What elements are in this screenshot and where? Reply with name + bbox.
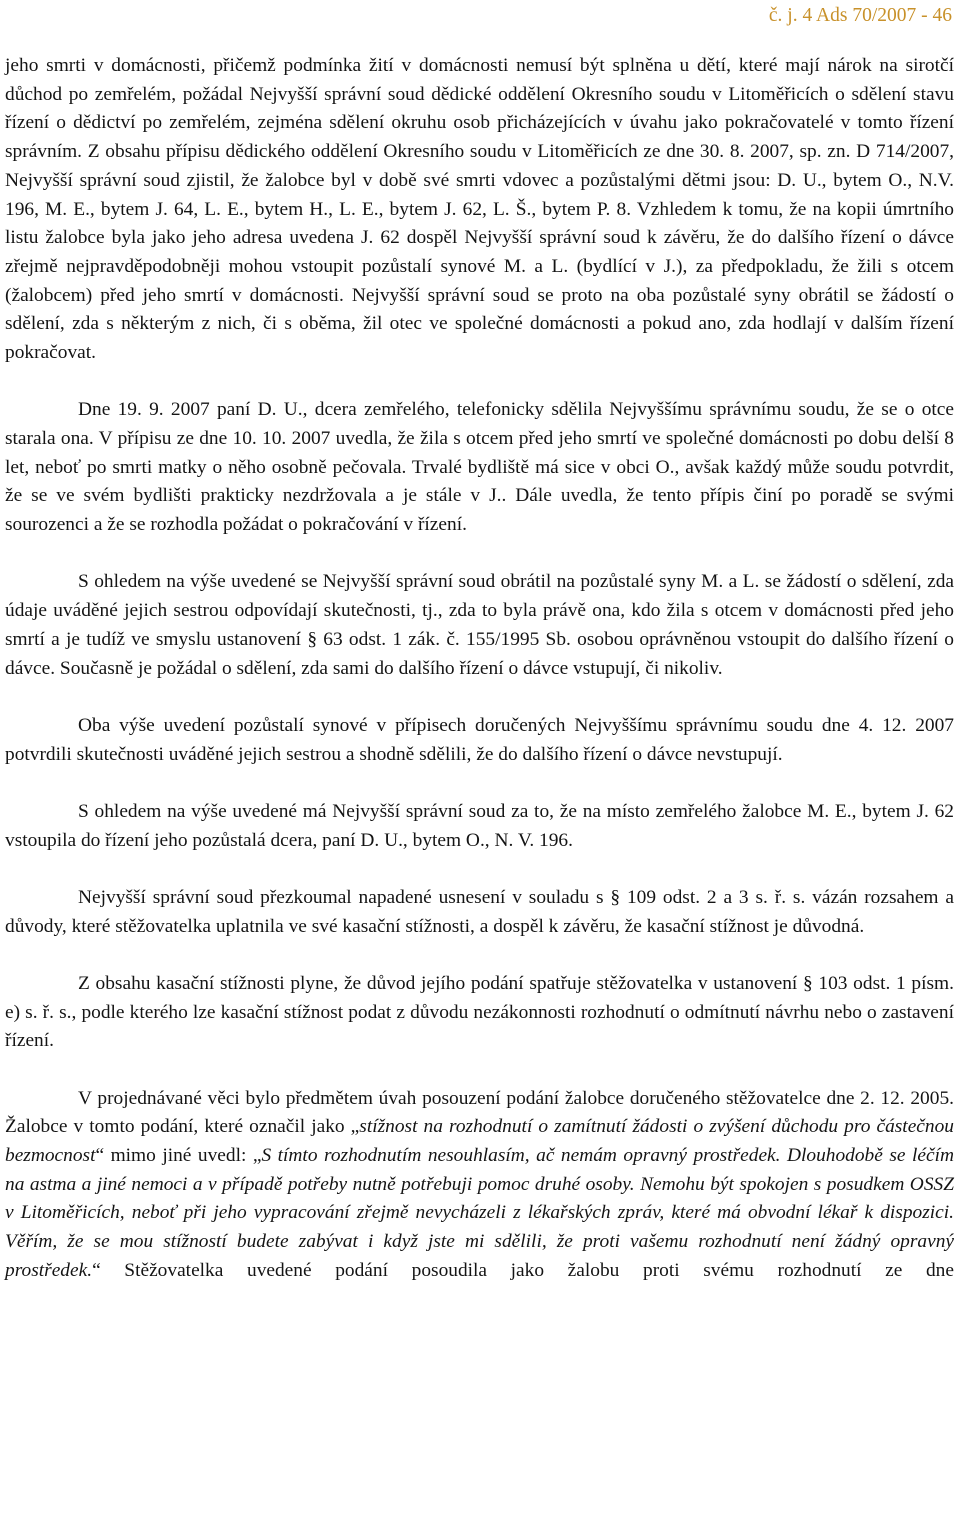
paragraph-text: “ mimo jiné uvedl: „ [95, 1144, 262, 1166]
paragraph-text: Dne 19. 9. 2007 paní D. U., dcera zemřelého, telefonicky sdělila Nejvyššímu správnímu soudu, že se o otce starala ona. V přípisu ze dne 10. 10. 2007 uvedla, že žila s otcem před jeho smrtí ve společné domácnosti po dobu delší 8 let, neboť po smrti matky o něho osobně pečovala. Trvalé bydliště má sice v obci O., avšak každý může soudu potvrdit, že se ve svém bydlišti prakticky nezdržovala a je stále v J.. Dále uvedla, že tento přípis činí po poradě se svými sourozenci a že se rozhodla požádat o pokračování v řízení. [5, 399, 954, 536]
paragraph-4 [5, 712, 954, 769]
paragraph-text: Z obsahu kasační stížnosti plyne, že důvod jejího podání spatřuje stěžovatelka v ustanovení § 103 odst. 1 písm. e) s. ř. s., podle kterého lze kasační stížnost podat z důvodu nezákonnosti rozhodnutí o odmítnutí návrhu nebo o zastavení řízení. [5, 972, 954, 1052]
paragraph-1 [5, 52, 954, 368]
paragraph-6 [5, 884, 954, 941]
paragraph-5 [5, 798, 954, 855]
paragraph-text: V projednávané věci bylo předmětem úvah posouzení podání žalobce doručeného stěžovatelce dne 2. 12. 2005. Žalobce v tomto podání, které označil jako „ [5, 1087, 954, 1138]
paragraph-text: jeho smrti v domácnosti, přičemž podmínka žití v domácnosti nemusí být splněna u dětí, které mají nárok na sirotčí důchod po zemřelém, požádal Nejvyšší správní soud dědické oddělení Okresního soudu v Litoměřicích o sdělení stavu řízení o dědictví po zemřelém, zejména sdělení okruhu osob přicházejících v úvahu jako pokračovatelé v tomto řízení správním. Z obsahu přípisu dědického oddělení Okresního soudu v Litoměřicích ze dne 30. 8. 2007, sp. zn. D 714/2007, Nejvyšší správní soud zjistil, že žalobce byl v době své smrti vdovec a pozůstalými dětmi jsou: D. U., bytem O., N.V. 196, M. E., bytem J. 64, L. E., bytem H., L. E., bytem J. 62, L. Š., bytem P. 8. Vzhledem k tomu, že na kopii úmrtního listu žalobce byla jako jeho adresa uvedena J. 62 dospěl Nejvyšší správní soud k závěru, že do dalšího řízení o dávce zřejmě nejpravděpodobněji mohou vstoupit pozůstalí synové M. a L. (bydlící v J.), za předpokladu, že žili s otcem (žalobcem) před jeho smrtí v domácnosti. Nejvyšší správní soud se proto na oba pozůstalé syny obrátil se žádostí o sdělení, zda s některým z nich, či s oběma, žil otec ve společné domácnosti a pokud ano, zda hodlají v dalším řízení pokračovat. [5, 55, 954, 364]
paragraph-text: Oba výše uvedení pozůstalí synové v přípisech doručených Nejvyššímu správnímu soudu dne 4. 12. 2007 potvrdili skutečnosti uváděné jejich sestrou a shodně sdělili, že do dalšího řízení o dávce nevstupují. [5, 714, 954, 765]
paragraph-text: Nejvyšší správní soud přezkoumal napadené usnesení v souladu s § 109 odst. 2 a 3 s. ř. s. vázán rozsahem a důvody, které stěžovatelka uplatnila ve své kasační stížnosti, a dospěl k závěru, že kasační stížnost je důvodná. [5, 886, 954, 937]
quoted-document-title: stížnost na rozhodnutí o zamítnutí žádosti o zvýšení důchodu pro částečnou bezmocnost [5, 1116, 954, 1166]
case-reference: č. j. 4 Ads 70/2007 - 46 [768, 5, 952, 26]
quoted-statement: S tímto rozhodnutím nesouhlasím, ač nemám opravný prostředek. Dlouhodobě se léčím na astma a jiné nemoci a v případě potřeby nutně potřebuji pomoc druhé osoby. Nemohu být spokojen s posudkem OSSZ v Litoměřicích, neboť při jeho vypracování zřejmě nevycházeli z lékařských zpráv, které má obvodní lékař k dispozici. Věřím, že se mou stížností budete zabývat i když jste mi sdělili, že proti vašemu rozhodnutí není žádný opravný prostředek. [5, 1144, 954, 1281]
paragraph-7 [5, 970, 954, 1056]
paragraph-8 [5, 1085, 954, 1286]
paragraph-text: S ohledem na výše uvedené má Nejvyšší správní soud za to, že na místo zemřelého žalobce M. E., bytem J. 62 vstoupila do řízení jeho pozůstalá dcera, paní D. U., bytem O., N. V. 196. [5, 800, 954, 851]
paragraph-3 [5, 568, 954, 683]
paragraph-2 [5, 396, 954, 540]
paragraph-text: “ Stěžovatelka uvedené podání posoudila jako žalobu proti svému rozhodnutí ze dne [92, 1259, 954, 1281]
paragraph-text: S ohledem na výše uvedené se Nejvyšší správní soud obrátil na pozůstalé syny M. a L. se žádostí o sdělení, zda údaje uváděné jejich sestrou odpovídají skutečnosti, tj., zda to byla právě ona, kdo žila s otcem v domácnosti před jeho smrtí a je tudíž ve smyslu ustanovení § 63 odst. 1 zák. č. 155/1995 Sb. osobou oprávněnou vstoupit do dalšího řízení o dávce. Současně je požádal o sdělení, zda sami do dalšího řízení o dávce vstupují, či nikoliv. [5, 571, 954, 679]
